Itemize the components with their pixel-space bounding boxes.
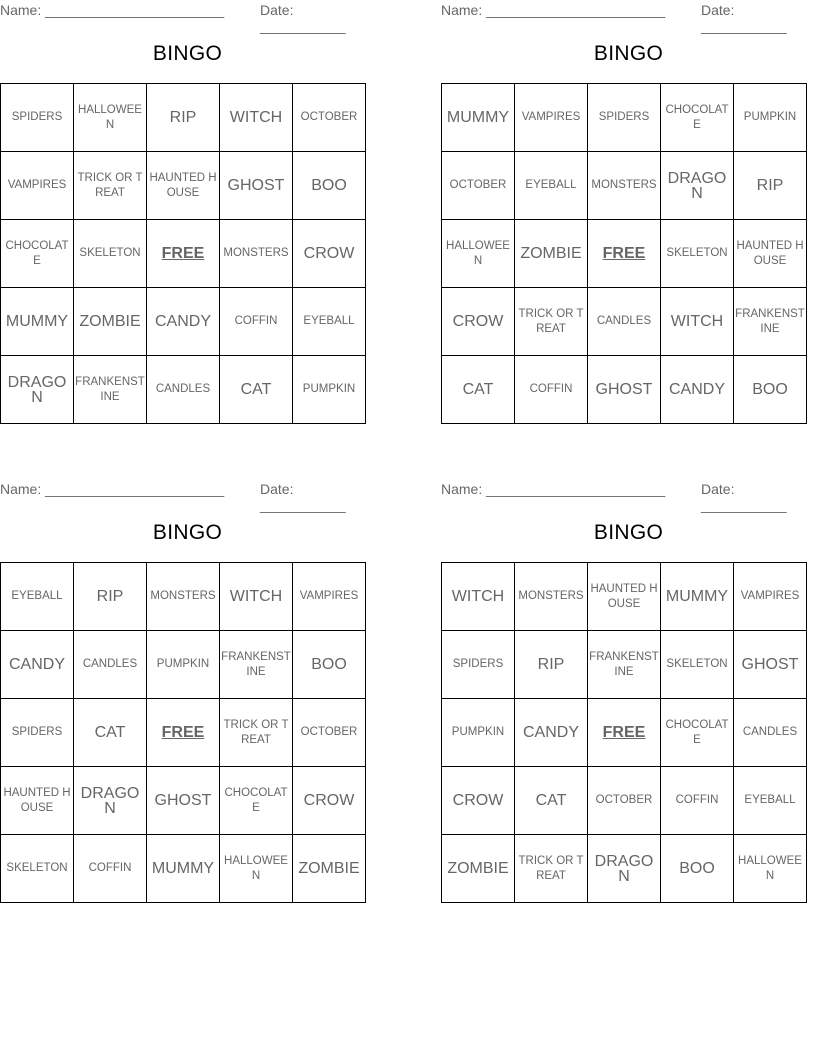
bingo-cell: CAT [220,356,293,424]
free-space-cell: FREE [588,220,661,288]
bingo-cell: WITCH [220,84,293,152]
name-field-label: Name: _______________________ [441,481,666,497]
bingo-cell: CHOCOLATE [661,699,734,767]
bingo-cell: CAT [74,699,147,767]
bingo-cell: DRAGON [588,835,661,903]
bingo-cell: RIP [734,152,807,220]
date-field-label: Date: ___________ [701,2,787,34]
bingo-cell: SPIDERS [1,699,74,767]
bingo-cell: CANDY [515,699,588,767]
bingo-cell: PUMPKIN [293,356,366,424]
bingo-cell: COFFIN [74,835,147,903]
bingo-row [1,288,366,356]
bingo-row [442,835,807,903]
bingo-cell: CROW [442,767,515,835]
bingo-cell: GHOST [220,152,293,220]
date-field-label: Date: ___________ [260,2,346,34]
bingo-cell: CANDLES [734,699,807,767]
bingo-cell: HALLOWEEN [734,835,807,903]
bingo-row [442,152,807,220]
bingo-cell: CANDY [147,288,220,356]
bingo-card [0,479,375,882]
bingo-cell: TRICK OR TREAT [220,699,293,767]
bingo-cell: SKELETON [661,220,734,288]
free-space-cell: FREE [147,699,220,767]
bingo-cell: ZOMBIE [442,835,515,903]
bingo-cell: OCTOBER [293,699,366,767]
bingo-cell: PUMPKIN [442,699,515,767]
bingo-cell: RIP [515,631,588,699]
date-field-label: Date: ___________ [701,481,787,513]
bingo-row [442,288,807,356]
bingo-cell: CANDLES [588,288,661,356]
name-field-label: Name: _______________________ [0,2,225,18]
bingo-cell: HAUNTED HOUSE [734,220,807,288]
bingo-cell: CANDLES [74,631,147,699]
bingo-cell: WITCH [442,563,515,631]
bingo-cell: CAT [442,356,515,424]
bingo-row [1,152,366,220]
bingo-grid [0,562,366,903]
bingo-row [442,699,807,767]
bingo-cell: FRANKENSTINE [74,356,147,424]
bingo-cell: CHOCOLATE [1,220,74,288]
free-space-cell: FREE [147,220,220,288]
bingo-cell: BOO [293,152,366,220]
bingo-cell: HAUNTED HOUSE [1,767,74,835]
name-field-label: Name: _______________________ [0,481,225,497]
bingo-cell: MUMMY [442,84,515,152]
bingo-card [0,0,375,406]
bingo-cell: PUMPKIN [147,631,220,699]
bingo-cell: WITCH [220,563,293,631]
bingo-cell: DRAGON [1,356,74,424]
bingo-row [442,631,807,699]
bingo-cell: EYEBALL [734,767,807,835]
bingo-row [1,563,366,631]
bingo-cell: FRANKENSTINE [588,631,661,699]
bingo-row [1,84,366,152]
bingo-row [442,356,807,424]
bingo-title: BINGO [593,42,664,65]
bingo-cell: CANDLES [147,356,220,424]
bingo-cell: SKELETON [1,835,74,903]
bingo-cell: HALLOWEEN [442,220,515,288]
bingo-card [441,479,816,885]
bingo-cell: CROW [293,220,366,288]
bingo-cell: BOO [734,356,807,424]
bingo-cell: CANDY [1,631,74,699]
bingo-cell: COFFIN [515,356,588,424]
bingo-grid [441,562,807,903]
bingo-cell: DRAGON [661,152,734,220]
bingo-cell: BOO [661,835,734,903]
bingo-row [1,767,366,835]
bingo-cell: GHOST [588,356,661,424]
bingo-row [442,767,807,835]
bingo-cell: HAUNTED HOUSE [147,152,220,220]
bingo-cell: GHOST [147,767,220,835]
bingo-cell: EYEBALL [1,563,74,631]
bingo-grid [441,83,807,424]
bingo-cell: MONSTERS [147,563,220,631]
bingo-card [441,0,816,398]
bingo-row [1,220,366,288]
bingo-cell: ZOMBIE [293,835,366,903]
bingo-cell: MUMMY [661,563,734,631]
bingo-cell: SKELETON [661,631,734,699]
bingo-row [1,631,366,699]
bingo-cell: SKELETON [74,220,147,288]
bingo-cell: TRICK OR TREAT [515,835,588,903]
bingo-cell: COFFIN [661,767,734,835]
name-field-label: Name: _______________________ [441,2,666,18]
bingo-cell: MONSTERS [515,563,588,631]
bingo-cell: VAMPIRES [293,563,366,631]
bingo-cell: EYEBALL [293,288,366,356]
bingo-cell: COFFIN [220,288,293,356]
bingo-cell: CROW [442,288,515,356]
bingo-cell: PUMPKIN [734,84,807,152]
bingo-cell: ZOMBIE [515,220,588,288]
bingo-cell: VAMPIRES [1,152,74,220]
bingo-cell: MONSTERS [220,220,293,288]
bingo-cell: SPIDERS [442,631,515,699]
bingo-cell: SPIDERS [588,84,661,152]
bingo-cell: CHOCOLATE [661,84,734,152]
bingo-cell: HAUNTED HOUSE [588,563,661,631]
bingo-cell: MUMMY [147,835,220,903]
bingo-row [442,84,807,152]
date-field-label: Date: ___________ [260,481,346,513]
bingo-cell: DRAGON [74,767,147,835]
free-space-cell: FREE [588,699,661,767]
bingo-row [1,699,366,767]
bingo-cell: OCTOBER [442,152,515,220]
bingo-row [1,356,366,424]
bingo-cell: CANDY [661,356,734,424]
bingo-cell: TRICK OR TREAT [515,288,588,356]
bingo-cell: OCTOBER [293,84,366,152]
bingo-cell: HALLOWEEN [220,835,293,903]
bingo-title: BINGO [152,42,223,65]
bingo-cell: RIP [74,563,147,631]
bingo-cell: FRANKENSTINE [220,631,293,699]
bingo-cell: VAMPIRES [515,84,588,152]
bingo-cell: CAT [515,767,588,835]
bingo-cell: BOO [293,631,366,699]
bingo-cell: MONSTERS [588,152,661,220]
bingo-cell: OCTOBER [588,767,661,835]
bingo-title: BINGO [593,521,664,544]
bingo-cell: VAMPIRES [734,563,807,631]
bingo-cell: WITCH [661,288,734,356]
bingo-title: BINGO [152,521,223,544]
bingo-cell: EYEBALL [515,152,588,220]
bingo-cell: FRANKENSTINE [734,288,807,356]
bingo-row [442,563,807,631]
bingo-cell: TRICK OR TREAT [74,152,147,220]
bingo-cell: CROW [293,767,366,835]
bingo-cell: CHOCOLATE [220,767,293,835]
bingo-cell: GHOST [734,631,807,699]
bingo-grid [0,83,366,424]
bingo-cell: SPIDERS [1,84,74,152]
bingo-cell: HALLOWEEN [74,84,147,152]
bingo-row [1,835,366,903]
bingo-row [442,220,807,288]
bingo-cell: MUMMY [1,288,74,356]
bingo-cell: RIP [147,84,220,152]
bingo-cell: ZOMBIE [74,288,147,356]
